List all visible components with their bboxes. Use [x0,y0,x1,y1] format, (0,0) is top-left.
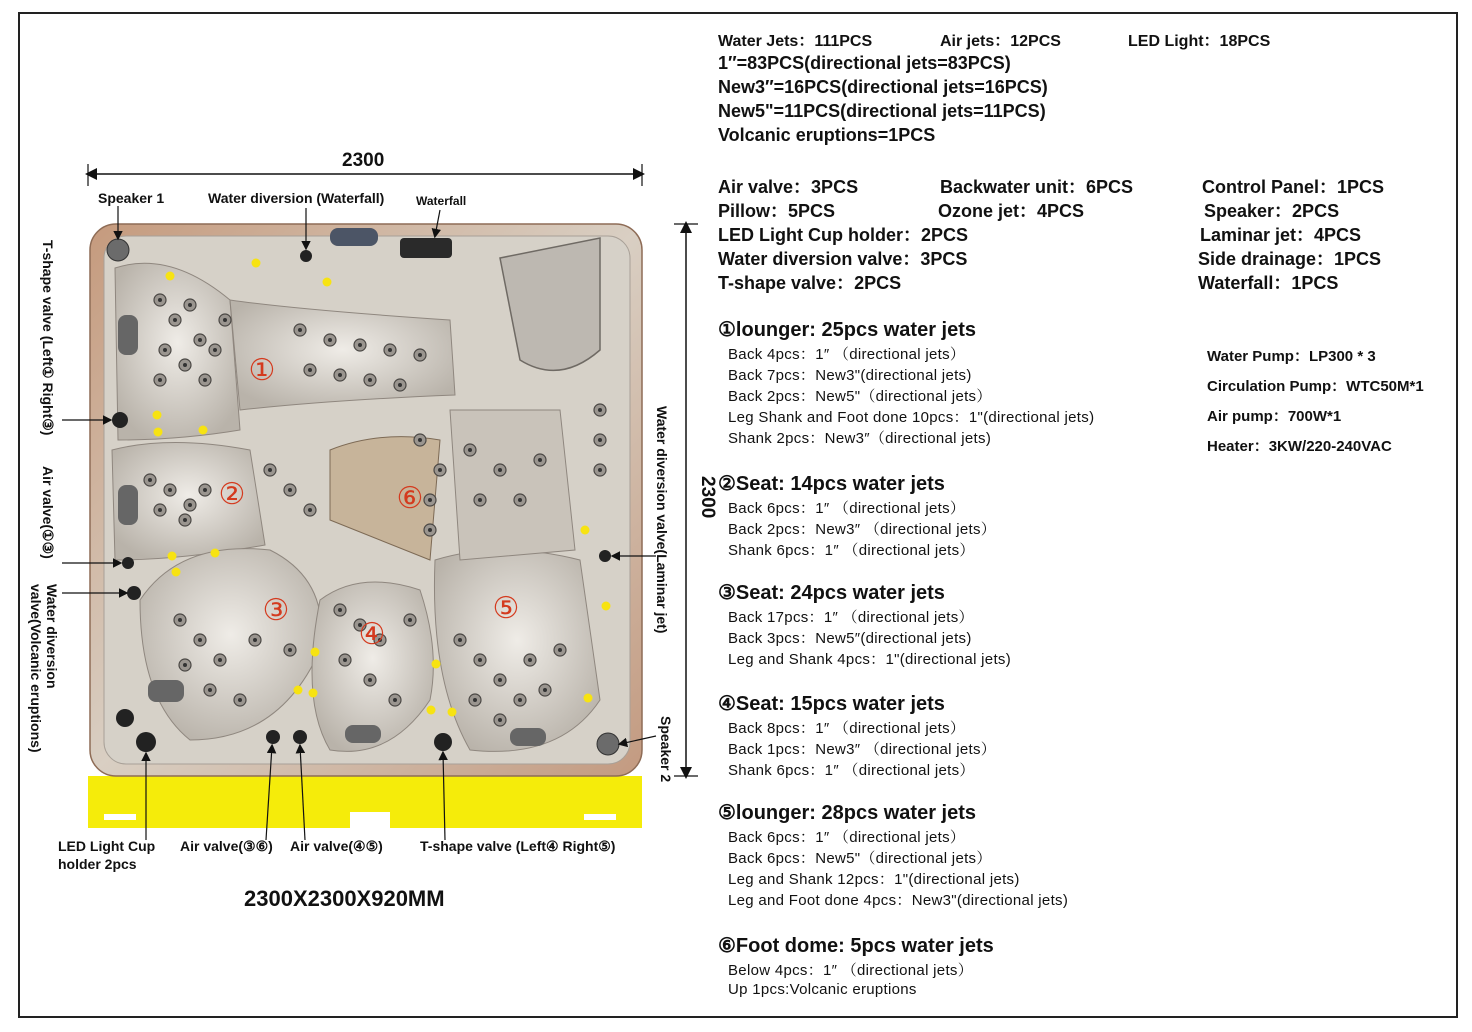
air-valve-36-label: Air valve(③⑥) [180,838,273,854]
led-light [172,568,181,577]
water-jet-nozzle [498,718,502,722]
led-light-cup-holder [136,732,156,752]
water-jet-nozzle [298,328,302,332]
component-item: Waterfall：1PCS [1198,273,1339,293]
component-item: Speaker：2PCS [1204,201,1340,221]
pump-spec: Air pump：700W*1 [1207,408,1342,425]
water-jet-nozzle [458,638,462,642]
led-light [166,272,175,281]
water-jet-nozzle [418,353,422,357]
water-jet-nozzle [188,503,192,507]
led-light [252,259,261,268]
water-jet-nozzle [408,618,412,622]
water-jet-nozzle [183,363,187,367]
waterfall-label: Waterfall [416,194,467,208]
component-item: Side drainage：1PCS [1198,249,1382,269]
water-jet-nozzle [198,338,202,342]
section-title: ⑥Foot dome: 5pcs water jets [718,935,994,957]
t-shape-valve-left [112,412,128,428]
water-jet-nozzle [428,528,432,532]
air-valve-45 [293,730,307,744]
water-jet-nozzle [198,638,202,642]
water-jet-nozzle [308,508,312,512]
component-item: LED Light Cup holder：2PCS [718,225,968,245]
component-item: Control Panel：1PCS [1202,177,1385,197]
speaker-2 [597,733,619,755]
water-jet-nozzle [308,368,312,372]
water-jet-nozzle [393,698,397,702]
water-jet-nozzle [288,488,292,492]
water-jet-nozzle [178,618,182,622]
section-title: ②Seat: 14pcs water jets [718,473,945,495]
water-jet-nozzle [268,468,272,472]
water-jet-nozzle [158,298,162,302]
water-jet-nozzle [398,383,402,387]
speaker1-label: Speaker 1 [98,190,165,206]
water-jet-nozzle [598,468,602,472]
section-line: Back 2pcs：New5"（directional jets） [728,388,992,405]
water-diversion-valve-laminar [599,550,611,562]
water-jet-nozzle [328,338,332,342]
led-light [584,694,593,703]
laminar-valve-label: Water diversion valve(Laminar jet) [654,406,670,634]
led-light [154,428,163,437]
led-holder-label-line2: holder 2pcs [58,856,137,872]
air-valve-36 [266,730,280,744]
air-valve-13-label: Air valve(①③) [40,466,56,559]
water-diversion-waterfall-label: Water diversion (Waterfall) [208,190,385,206]
spa-diagram [0,0,718,1032]
led-light [323,278,332,287]
water-jet-nozzle [528,658,532,662]
water-jet-nozzle [473,698,477,702]
water-jet-nozzle [498,678,502,682]
water-jet-nozzle [558,648,562,652]
pump-spec: Circulation Pump：WTC50M*1 [1207,378,1424,395]
zone-2-label: ② [218,477,246,512]
led-light [309,689,318,698]
zone-4-label: ④ [358,617,386,652]
section-line: Back 6pcs：1″ （directional jets） [728,500,966,517]
led-light [294,686,303,695]
tshape-left4-right5-label: T-shape valve (Left④ Right⑤) [420,838,616,854]
water-jet-nozzle [438,468,442,472]
water-jet-nozzle [598,408,602,412]
component-item: Air valve：3PCS [718,177,859,197]
water-jets-total: Water Jets：111PCS [718,33,873,50]
jet-breakdown-line: 1″=83PCS(directional jets=83PCS) [718,53,1011,73]
water-jet-nozzle [183,518,187,522]
water-jet-nozzle [343,658,347,662]
water-jet-nozzle [518,698,522,702]
water-jet-nozzle [598,438,602,442]
water-jet-nozzle [368,678,372,682]
pump-spec: Heater：3KW/220-240VAC [1207,438,1392,455]
water-jet-nozzle [518,498,522,502]
led-light [427,706,436,715]
pillow [345,725,381,743]
water-jet-nozzle [203,488,207,492]
section-line: Shank 2pcs：New3″（directional jets) [728,430,992,447]
water-jet-nozzle [238,698,242,702]
volcanic-valve-label-line2: valve(Volcanic eruptions) [28,584,44,753]
control-panel [330,228,378,246]
component-item: Water diversion valve：3PCS [718,249,968,269]
tshape-left1-right3-label: T-shape valve (Left① Right③) [40,240,56,436]
seat-well-5 [434,550,600,751]
zone-1-label: ① [248,353,276,388]
water-jet-nozzle [173,318,177,322]
section-line: Leg and Shank 4pcs：1"(directional jets) [728,651,1012,668]
jet-breakdown-line: New3″=16PCS(directional jets=16PCS) [718,77,1048,97]
led-light-cup-holder [116,709,134,727]
led-light-total: LED Light：18PCS [1128,33,1271,50]
section-line: Leg and Foot done 4pcs：New3"(directional jets) [728,892,1069,909]
waterfall-outlet [400,238,452,258]
section-line: Back 1pcs：New3″ （directional jets） [728,741,997,758]
water-jet-nozzle [358,343,362,347]
water-jet-nozzle [428,498,432,502]
water-jet-nozzle [338,373,342,377]
zone-6-label: ⑥ [396,481,424,516]
water-jet-nozzle [253,638,257,642]
pillow [118,485,138,525]
section-line: Shank 6pcs：1″ （directional jets） [728,542,975,559]
water-jet-nozzle [203,378,207,382]
pump-spec: Water Pump：LP300 * 3 [1207,348,1376,365]
component-item: T-shape valve：2PCS [718,273,902,293]
section-line: Below 4pcs：1″ （directional jets） [728,962,974,979]
water-jet-nozzle [388,348,392,352]
speaker2-label: Speaker 2 [658,716,674,783]
section-line: Leg Shank and Foot done 10pcs：1"(directional jets) [728,409,1095,426]
width-dimension-label: 2300 [342,150,385,171]
led-light [199,426,208,435]
component-item: Ozone jet：4PCS [938,201,1085,221]
jet-breakdown-line: New5"=11PCS(directional jets=11PCS) [718,101,1046,121]
water-jet-nozzle [478,498,482,502]
water-jet-nozzle [208,688,212,692]
led-light [581,526,590,535]
water-jet-nozzle [183,663,187,667]
jet-breakdown-line: Volcanic eruptions=1PCS [718,125,936,145]
water-jet-nozzle [418,438,422,442]
led-light [311,648,320,657]
led-light [432,660,441,669]
section-title: ④Seat: 15pcs water jets [718,693,945,715]
water-jet-nozzle [538,458,542,462]
water-jet-nozzle [148,478,152,482]
water-diversion-valve-waterfall [300,250,312,262]
led-light [602,602,611,611]
water-jet-nozzle [168,488,172,492]
overall-dimensions: 2300X2300X920MM [244,886,445,911]
section-title: ⑤lounger: 28pcs water jets [718,802,977,824]
pillow [118,315,138,355]
led-holder-label-line1: LED Light Cup [58,838,156,854]
section-line: Back 17pcs：1″ （directional jets） [728,609,974,626]
water-jet-nozzle [368,378,372,382]
section-title: ①lounger: 25pcs water jets [718,319,977,341]
section-line: Back 2pcs：New3″ （directional jets） [728,521,997,538]
component-item: Pillow：5PCS [718,201,836,221]
section-line: Back 3pcs：New5″(directional jets) [728,630,972,647]
pillow [148,680,184,702]
water-jet-nozzle [338,608,342,612]
water-jet-nozzle [478,658,482,662]
section-line: Shank 6pcs：1″ （directional jets） [728,762,975,779]
water-jet-nozzle [223,318,227,322]
water-diversion-valve-volcanic [127,586,141,600]
led-light [211,549,220,558]
component-item: Backwater unit：6PCS [940,177,1134,197]
water-jet-nozzle [163,348,167,352]
water-jet-nozzle [218,658,222,662]
section-line: Back 6pcs：New5"（directional jets） [728,850,992,867]
section-line: Back 4pcs：1″ （directional jets） [728,346,966,363]
t-shape-valve-right [434,733,452,751]
air-jets-total: Air jets：12PCS [940,33,1061,50]
water-jet-nozzle [213,348,217,352]
speaker-1 [107,239,129,261]
component-item: Laminar jet：4PCS [1200,225,1362,245]
water-jet-nozzle [468,448,472,452]
pillow [510,728,546,746]
water-jet-nozzle [188,303,192,307]
volcanic-valve-label-line1: Water diversion [44,584,60,689]
led-light [168,552,177,561]
water-jet-nozzle [158,508,162,512]
water-jet-nozzle [288,648,292,652]
section-line: Up 1pcs:Volcanic eruptions [728,981,917,998]
led-light [448,708,457,717]
air-valve-45-label: Air valve(④⑤) [290,838,383,854]
section-line: Back 7pcs：New3"(directional jets) [728,367,972,384]
seat-5-backrest [450,410,575,560]
section-line: Back 6pcs：1″ （directional jets） [728,829,966,846]
zone-3-label: ③ [262,593,290,628]
height-dimension-label: 2300 [697,476,718,519]
led-light [153,411,162,420]
air-valve-13 [122,557,134,569]
zone-5-label: ⑤ [492,591,520,626]
water-jet-nozzle [543,688,547,692]
water-jet-nozzle [498,468,502,472]
section-title: ③Seat: 24pcs water jets [718,582,945,604]
section-line: Leg and Shank 12pcs：1"(directional jets) [728,871,1020,888]
section-line: Back 8pcs：1″ （directional jets） [728,720,966,737]
water-jet-nozzle [158,378,162,382]
